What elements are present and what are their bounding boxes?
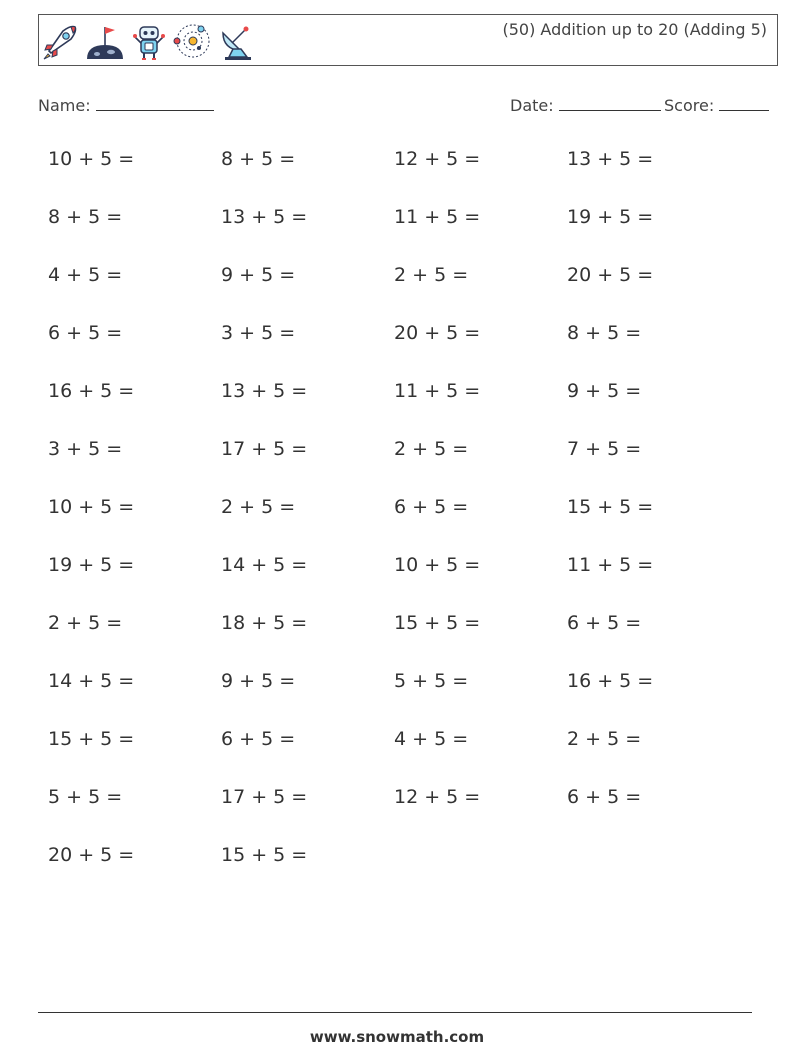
- problem-item: 15 + 5 =: [394, 612, 481, 634]
- problem-item: 2 + 5 =: [48, 612, 123, 634]
- problem-item: 2 + 5 =: [394, 438, 469, 460]
- problem-item: 15 + 5 =: [567, 496, 654, 518]
- problem-item: 6 + 5 =: [567, 786, 642, 808]
- problem-item: 20 + 5 =: [567, 264, 654, 286]
- solar-system-icon: [173, 19, 213, 63]
- footer-divider: [38, 1012, 752, 1013]
- problem-item: 8 + 5 =: [221, 148, 296, 170]
- problem-item: 2 + 5 =: [221, 496, 296, 518]
- problem-item: 10 + 5 =: [48, 148, 135, 170]
- problem-item: 8 + 5 =: [48, 206, 123, 228]
- problem-item: 8 + 5 =: [567, 322, 642, 344]
- problem-item: 20 + 5 =: [48, 844, 135, 866]
- problem-item: 3 + 5 =: [221, 322, 296, 344]
- problem-item: 7 + 5 =: [567, 438, 642, 460]
- problem-item: 5 + 5 =: [48, 786, 123, 808]
- problem-item: 6 + 5 =: [48, 322, 123, 344]
- problem-item: 14 + 5 =: [221, 554, 308, 576]
- problem-item: 17 + 5 =: [221, 438, 308, 460]
- problem-item: 10 + 5 =: [394, 554, 481, 576]
- name-field: [38, 92, 214, 115]
- problem-item: 14 + 5 =: [48, 670, 135, 692]
- score-label: Score:: [664, 96, 715, 115]
- header-icons: [41, 19, 261, 63]
- score-blank: [719, 92, 769, 111]
- problem-item: 11 + 5 =: [394, 206, 481, 228]
- problem-item: 5 + 5 =: [394, 670, 469, 692]
- score-field: [664, 92, 769, 115]
- rocket-icon: [41, 19, 81, 63]
- date-blank: [559, 92, 661, 111]
- problem-item: 16 + 5 =: [48, 380, 135, 402]
- worksheet-title: (50) Addition up to 20 (Adding 5): [502, 20, 767, 39]
- date-field: [510, 92, 661, 115]
- worksheet-header: [38, 14, 778, 66]
- problem-item: 9 + 5 =: [221, 264, 296, 286]
- problem-item: 13 + 5 =: [567, 148, 654, 170]
- problem-item: 17 + 5 =: [221, 786, 308, 808]
- problem-item: 9 + 5 =: [221, 670, 296, 692]
- problem-item: 15 + 5 =: [221, 844, 308, 866]
- problem-item: 4 + 5 =: [394, 728, 469, 750]
- problem-item: 12 + 5 =: [394, 786, 481, 808]
- problem-item: 18 + 5 =: [221, 612, 308, 634]
- problem-item: 13 + 5 =: [221, 380, 308, 402]
- problem-item: 19 + 5 =: [567, 206, 654, 228]
- date-label: Date:: [510, 96, 554, 115]
- problem-item: 6 + 5 =: [221, 728, 296, 750]
- problem-item: 4 + 5 =: [48, 264, 123, 286]
- problem-item: 10 + 5 =: [48, 496, 135, 518]
- robot-icon: [129, 19, 169, 63]
- problem-item: 15 + 5 =: [48, 728, 135, 750]
- problem-item: 12 + 5 =: [394, 148, 481, 170]
- problem-item: 19 + 5 =: [48, 554, 135, 576]
- problem-item: 2 + 5 =: [567, 728, 642, 750]
- problem-item: 11 + 5 =: [394, 380, 481, 402]
- problem-item: 6 + 5 =: [567, 612, 642, 634]
- problem-item: 2 + 5 =: [394, 264, 469, 286]
- satellite-dish-icon: [217, 19, 257, 63]
- problem-item: 3 + 5 =: [48, 438, 123, 460]
- name-label: Name:: [38, 96, 91, 115]
- footer-url: www.snowmath.com: [309, 1028, 485, 1046]
- problem-item: 9 + 5 =: [567, 380, 642, 402]
- problem-item: 16 + 5 =: [567, 670, 654, 692]
- problem-item: 20 + 5 =: [394, 322, 481, 344]
- name-blank: [96, 92, 214, 111]
- problem-item: 13 + 5 =: [221, 206, 308, 228]
- problem-item: 11 + 5 =: [567, 554, 654, 576]
- moon-flag-icon: [85, 19, 125, 63]
- problem-item: 6 + 5 =: [394, 496, 469, 518]
